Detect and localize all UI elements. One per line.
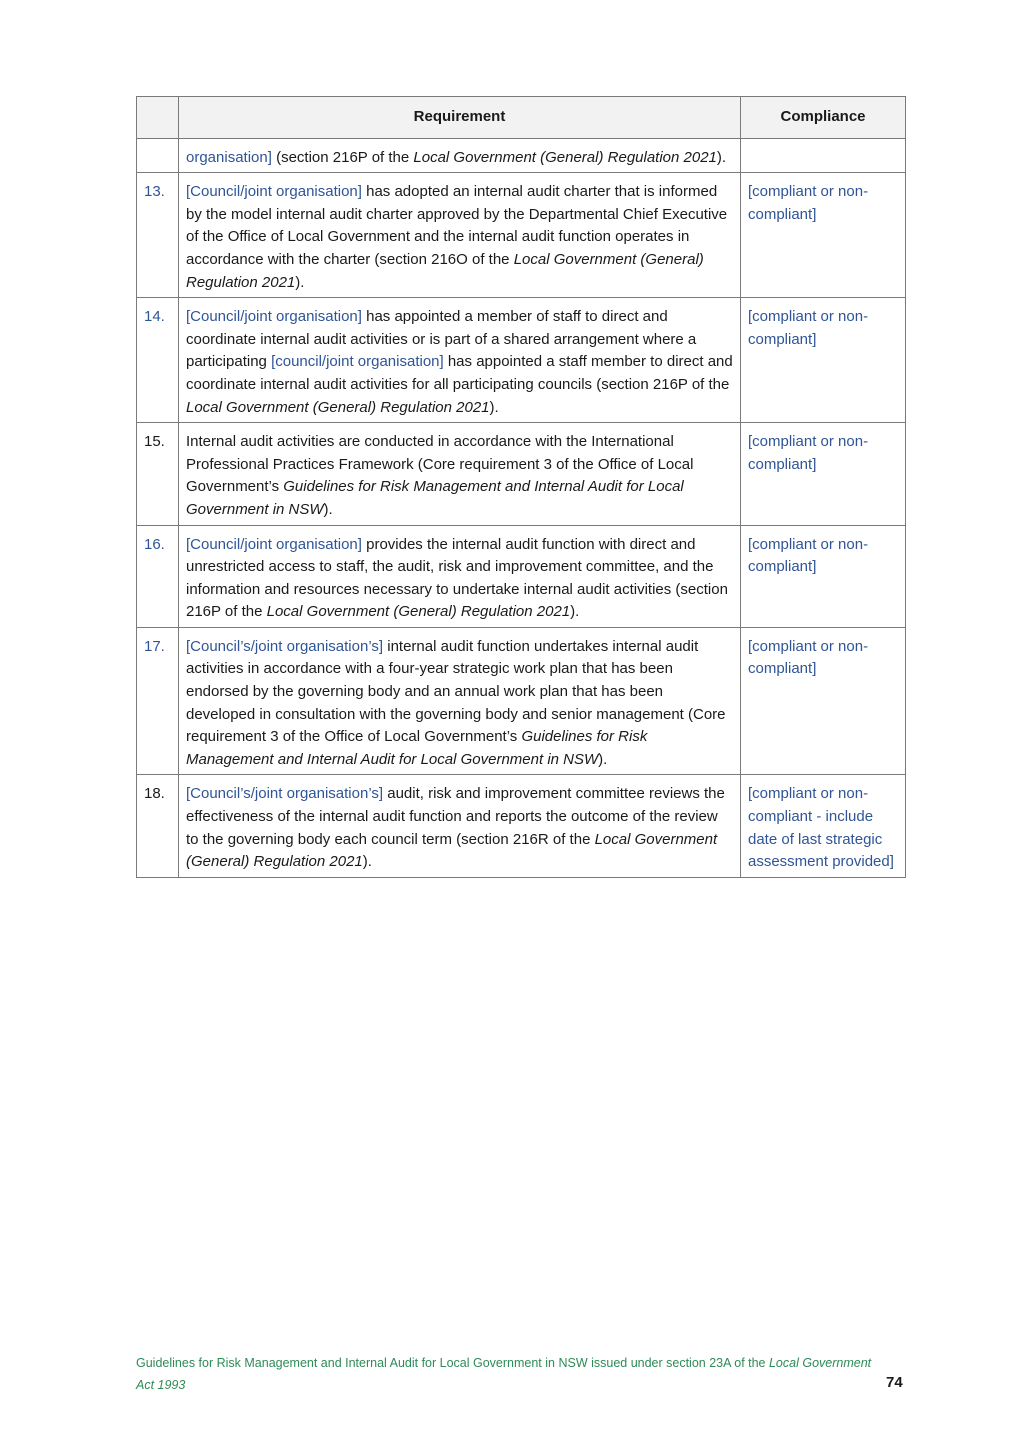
- placeholder-text: [Council/joint organisation]: [186, 535, 362, 553]
- requirement-text-end: ).: [716, 148, 727, 166]
- requirement-text-2: has appointed a staff member to direct and coordinate internal audit activities for all participating councils (section 216P of the: [186, 353, 733, 393]
- placeholder-text: [Council’s/joint organisation’s]: [186, 785, 384, 803]
- compliance-cell: [741, 138, 906, 173]
- requirement-text-end: ).: [598, 750, 608, 768]
- requirement-cell: [179, 525, 741, 627]
- footer-act-title: Local Government Act 1993: [136, 1356, 872, 1392]
- compliance-placeholder: [compliant or non-compliant - include date of last strategic assessment provided]: [741, 775, 906, 877]
- requirement-text: (section 216P of the: [271, 148, 414, 166]
- page-number: 74: [886, 1374, 903, 1391]
- header-compliance: Compliance: [741, 97, 906, 139]
- placeholder-text: [Council/joint organisation]: [186, 183, 362, 201]
- requirement-text: has adopted an internal audit charter that is informed by the model internal audit charter approved by the Departmental Chief Executive of the Office of Local Government and the internal audit function operates in accordance with the charter (section 216O of the: [186, 183, 728, 268]
- table-header-row: [137, 97, 906, 139]
- requirement-text-end: ).: [323, 500, 333, 518]
- placeholder-text: [Council’s/joint organisation’s]: [186, 637, 384, 655]
- regulation-title: Local Government (General) Regulation 2021: [186, 250, 704, 291]
- row-number: 14.: [137, 298, 179, 423]
- requirement-text-end: ).: [295, 273, 305, 291]
- row-number: 17.: [137, 627, 179, 775]
- table-row-15: [137, 423, 906, 525]
- compliance-table: [136, 96, 906, 878]
- table-row-16: [137, 525, 906, 627]
- requirement-text: Internal audit activities are conducted in accordance with the International Professional Practices Framework (Core requirement 3 of the Office of Local Government’s: [186, 433, 694, 496]
- requirement-text: has appointed a member of staff to direct and coordinate internal audit activities or is part of a shared arrangement where a participating: [186, 308, 697, 371]
- requirement-text-end: ).: [362, 853, 372, 871]
- row-number: 18.: [137, 775, 179, 877]
- row-number: 13.: [137, 173, 179, 298]
- row-number: 15.: [137, 423, 179, 525]
- footer-text: Guidelines for Risk Management and Internal Audit for Local Government in NSW issued under section 23A of the: [136, 1356, 769, 1370]
- placeholder-text: organisation]: [186, 148, 272, 166]
- guidelines-title: Guidelines for Risk Management and Internal Audit for Local Government in NSW: [186, 728, 648, 768]
- regulation-title: Local Government (General) Regulation 2021: [266, 603, 571, 621]
- requirement-text-end: ).: [570, 603, 580, 621]
- table-row-18: [137, 775, 906, 877]
- page-footer: [136, 1352, 876, 1396]
- table-row-14: [137, 298, 906, 423]
- compliance-placeholder: [compliant or non-compliant]: [741, 423, 906, 525]
- row-number-cell: [137, 138, 179, 173]
- requirement-cell: [179, 298, 741, 423]
- regulation-title: Local Government (General) Regulation 2021: [186, 398, 490, 416]
- requirement-text: audit, risk and improvement committee reviews the effectiveness of the internal audit function and reports the outcome of the review to the governing body each council term (section 216R of the: [186, 785, 725, 848]
- table-row-13: [137, 173, 906, 298]
- requirement-cell: [179, 775, 741, 877]
- guidelines-title: Guidelines for Risk Management and Internal Audit for Local Government in NSW: [186, 478, 684, 518]
- requirement-text-end: ).: [489, 398, 499, 416]
- requirement-cell: [179, 627, 741, 775]
- row-number: 16.: [137, 525, 179, 627]
- requirement-cell: [179, 423, 741, 525]
- header-requirement: Requirement: [179, 97, 741, 139]
- header-number: [137, 97, 179, 139]
- compliance-placeholder: [compliant or non-compliant]: [741, 298, 906, 423]
- requirement-cell: [179, 173, 741, 298]
- requirement-text: internal audit function undertakes internal audit activities in accordance with a four-year strategic work plan that has been endorsed by the governing body and an annual work plan that has been developed in consultation with the governing body and senior management (Core requirement 3 of the Office of Local Government’s: [186, 637, 726, 746]
- compliance-placeholder: [compliant or non-compliant]: [741, 627, 906, 775]
- requirement-text: provides the internal audit function with direct and unrestricted access to staff, the audit, risk and improvement committee, and the information and resources necessary to undertake internal audit activities (section 216P of the: [186, 535, 728, 621]
- placeholder-text-2: [council/joint organisation]: [271, 353, 444, 371]
- table-row-17: [137, 627, 906, 775]
- table-row-continued: [137, 138, 906, 173]
- regulation-title: Local Government (General) Regulation 2021: [186, 830, 718, 871]
- placeholder-text: [Council/joint organisation]: [186, 308, 362, 326]
- compliance-placeholder: [compliant or non-compliant]: [741, 525, 906, 627]
- regulation-title: Local Government (General) Regulation 2021: [413, 148, 717, 166]
- requirement-cell: [179, 138, 741, 173]
- compliance-placeholder: [compliant or non-compliant]: [741, 173, 906, 298]
